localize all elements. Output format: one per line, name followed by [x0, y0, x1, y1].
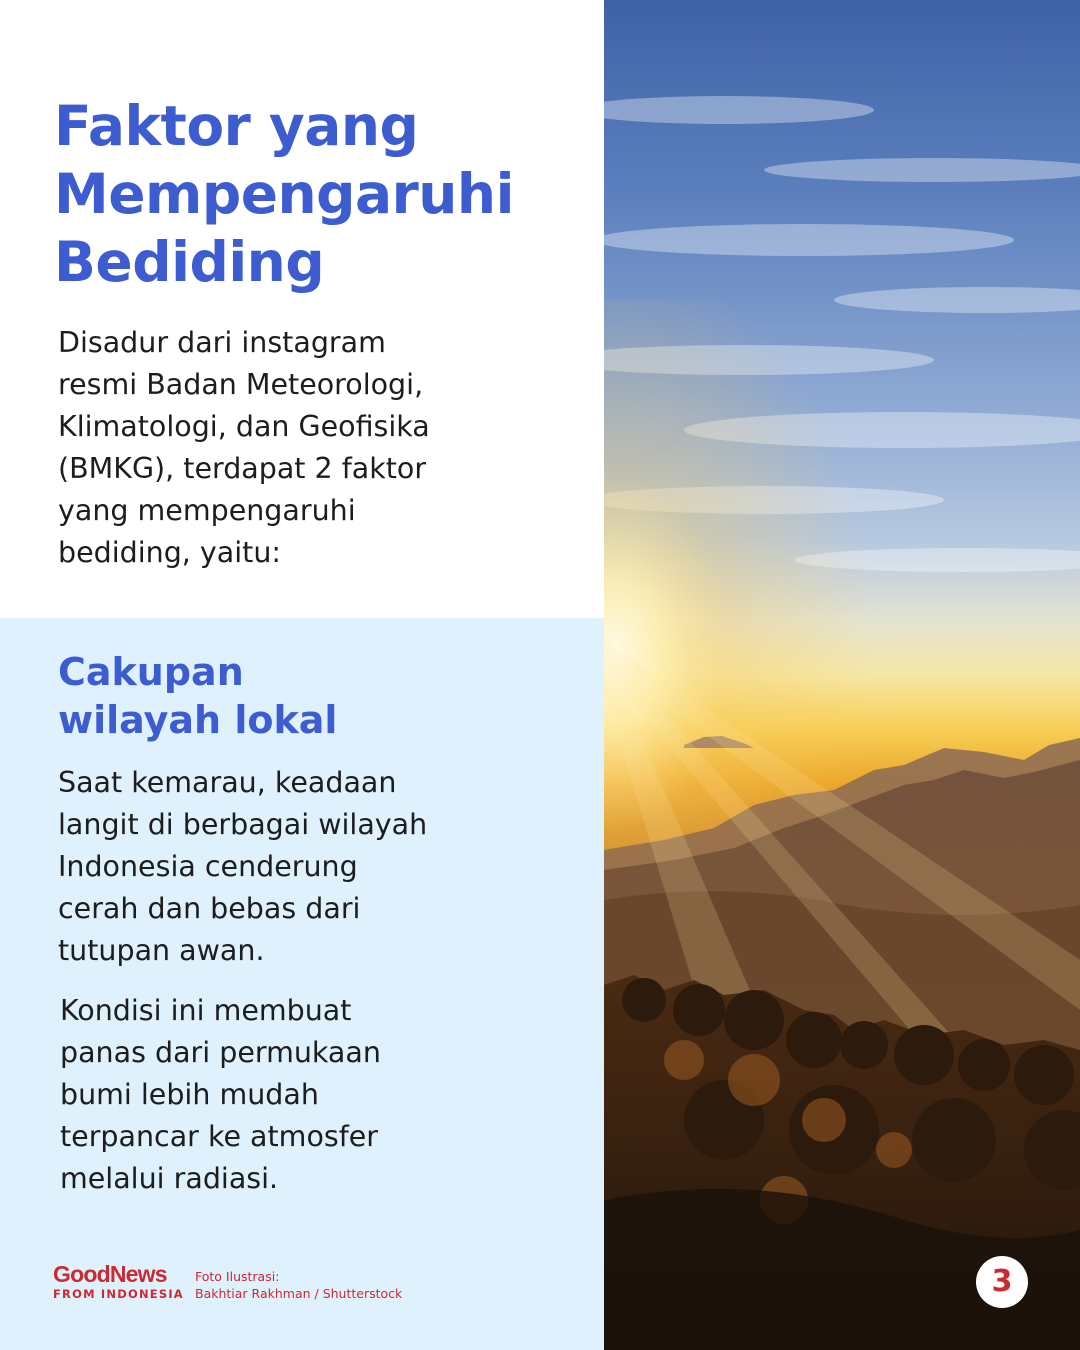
photo-credit — [195, 1268, 402, 1302]
paragraph-line: bumi lebih mudah — [60, 1078, 319, 1111]
paragraph-line: Kondisi ini membuat — [60, 994, 352, 1027]
paragraph-line: Saat kemarau, keadaan — [58, 766, 397, 799]
mountain-sunrise-photo — [604, 0, 1080, 1350]
page-number-badge: 3 — [976, 1256, 1028, 1308]
intro-line: Disadur dari instagram — [58, 326, 386, 359]
intro-line: (BMKG), terdapat 2 faktor — [58, 452, 427, 485]
paragraph-line: panas dari permukaan — [60, 1036, 381, 1069]
paragraph-line: terpancar ke atmosfer — [60, 1120, 379, 1153]
paragraph-line: melalui radiasi. — [60, 1162, 279, 1195]
logo-wordmark: GoodNews — [53, 1261, 167, 1287]
intro-line: Klimatologi, dan Geofisika — [58, 410, 430, 443]
title-line: Bediding — [54, 230, 325, 294]
title-line: Mempengaruhi — [54, 162, 514, 226]
logo-tagline: FROM INDONESIA — [53, 1287, 184, 1301]
section-paragraph-1 — [58, 762, 578, 972]
page-title — [54, 92, 594, 296]
subtitle-line: Cakupan — [58, 650, 244, 694]
credit-source: Bakhtiar Rakhman / Shutterstock — [195, 1286, 403, 1301]
intro-text — [58, 322, 578, 574]
subtitle-line: wilayah lokal — [58, 698, 338, 742]
intro-line: resmi Badan Meteorologi, — [58, 368, 424, 401]
paragraph-line: tutupan awan. — [58, 934, 265, 967]
goodnews-logo — [53, 1262, 184, 1301]
section-paragraph-2 — [60, 990, 580, 1200]
paragraph-line: cerah dan bebas dari — [58, 892, 361, 925]
section-subtitle — [58, 648, 578, 744]
paragraph-line: Indonesia cenderung — [58, 850, 358, 883]
credit-label: Foto Ilustrasi: — [195, 1269, 280, 1284]
title-line: Faktor yang — [54, 94, 419, 158]
intro-line: bediding, yaitu: — [58, 536, 282, 569]
paragraph-line: langit di berbagai wilayah — [58, 808, 428, 841]
intro-line: yang mempengaruhi — [58, 494, 356, 527]
